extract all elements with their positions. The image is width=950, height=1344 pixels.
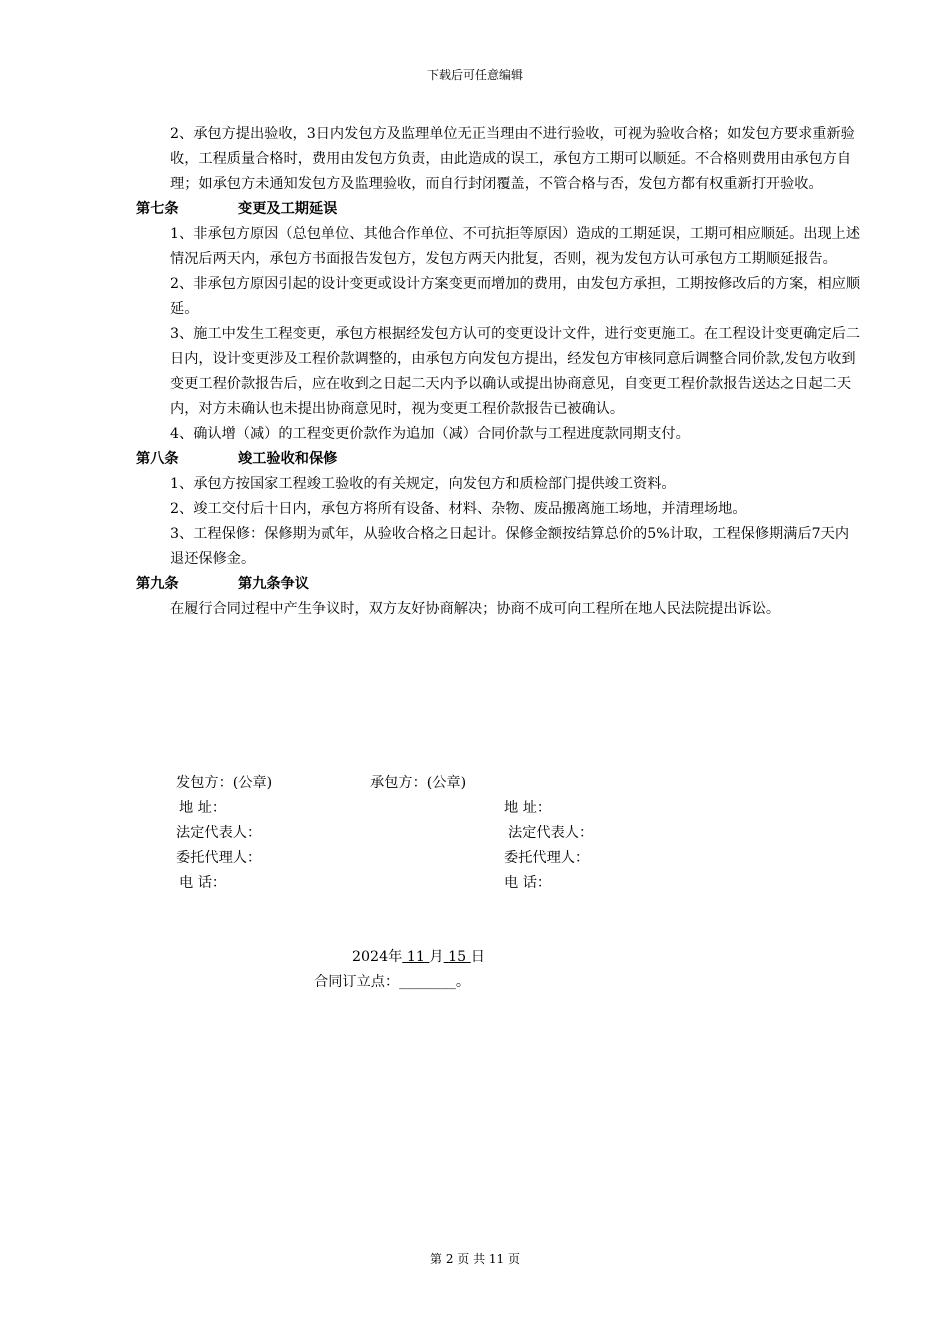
party-a-legal-representative: 法定代表人： xyxy=(176,825,262,841)
article-7-heading xyxy=(136,197,862,222)
article-9-clause-1: 在履行合同过程中产生争议时，双方友好协商解决；协商不成可向工程所在地人民法院提出诉讼。 xyxy=(170,601,781,617)
date-day-suffix: 日 xyxy=(470,949,485,965)
date-month: 11 xyxy=(406,949,425,965)
date-day: 15 xyxy=(448,949,467,965)
party-b-label: 承包方：(公章) xyxy=(370,775,467,791)
article-7-clause-4: 4、确认增（减）的工程变更价款作为追加（减）合同价款与工程进度款同期支付。 xyxy=(170,426,690,442)
contract-place xyxy=(314,971,470,991)
contract-date xyxy=(352,946,485,966)
party-a-agent: 委托代理人： xyxy=(176,850,262,866)
date-year: 2024 xyxy=(352,949,389,965)
place-blank: ________ xyxy=(399,974,456,990)
date-year-suffix: 年 xyxy=(388,949,403,965)
article-9-heading xyxy=(136,572,862,597)
article-7-clause-3: 3、施工中发生工程变更，承包方根据经发包方认可的变更设计文件，进行变更施工。在工程设计变更确定后二日内，设计变更涉及工程价款调整的，由承包方向发包方提出，经发包方审核同意后调整合同价款,发包方收到变更工程价款报告后，应在收到之日起二天内予以确认或提出协商意见，自变更工程价款报告送达之日起二天内，对方未确认也未提出协商意见时，视为变更工程价款报告已被确认。 xyxy=(170,326,861,417)
article-7-clause-1: 1、非承包方原因（总包单位、其他合作单位、不可抗拒等原因）造成的工期延误，工期可相应顺延。出现上述情况后两天内，承包方书面报告发包方，发包方两天内批复，否则，视为发包方认可承包方工期顺延报告。 xyxy=(170,226,861,267)
page-header: 下载后可任意编辑 xyxy=(426,68,523,82)
party-a-address: 地 址： xyxy=(179,800,227,816)
article-7-title: 变更及工期延误 xyxy=(238,201,338,217)
party-b-legal-representative: 法定代表人： xyxy=(508,825,594,841)
article-8-clause-3: 3、工程保修：保修期为贰年，从验收合格之日起计。保修金额按结算总价的5%计取，工程保修期满后7天内退还保修金。 xyxy=(170,526,850,567)
party-b-agent: 委托代理人： xyxy=(504,850,590,866)
date-month-suffix: 月 xyxy=(429,949,444,965)
place-end: 。 xyxy=(455,974,471,990)
contract-body xyxy=(136,122,862,622)
article-7-clause-2: 2、非承包方原因引起的设计变更或设计方案变更而增加的费用，由发包方承担，工期按修改后的方案，相应顺延。 xyxy=(170,276,861,317)
party-b-phone: 电 话： xyxy=(504,875,552,891)
intro-paragraph: 2、承包方提出验收，3日内发包方及监理单位无正当理由不进行验收，可视为验收合格；如发包方要求重新验收，工程质量合格时，费用由发包方负责，由此造成的误工，承包方工期可以顺延。不合格则费用由承包方自理；如承包方未通知发包方及监理验收，而自行封闭覆盖，不管合格与否，发包方都有权重新打开验收。 xyxy=(170,126,855,192)
article-8-clause-1: 1、承包方按国家工程竣工验收的有关规定，向发包方和质检部门提供竣工资料。 xyxy=(170,476,676,492)
page-footer: 第 2 页 共 11 页 xyxy=(430,1252,520,1266)
article-8-clause-2: 2、竣工交付后十日内，承包方将所有设备、材料、杂物、废品搬离施工场地，并清理场地。 xyxy=(170,501,747,517)
article-8-number: 第八条 xyxy=(136,451,179,467)
party-a-phone: 电 话： xyxy=(179,875,227,891)
party-b-address: 地 址： xyxy=(504,800,552,816)
article-9-number: 第九条 xyxy=(136,576,179,592)
party-a-label: 发包方：(公章) xyxy=(176,775,273,791)
article-8-title: 竣工验收和保修 xyxy=(238,451,338,467)
article-9-title: 第九条争议 xyxy=(238,576,309,592)
place-label: 合同订立点： xyxy=(314,974,400,990)
article-8-heading xyxy=(136,447,862,472)
article-7-number: 第七条 xyxy=(136,201,179,217)
